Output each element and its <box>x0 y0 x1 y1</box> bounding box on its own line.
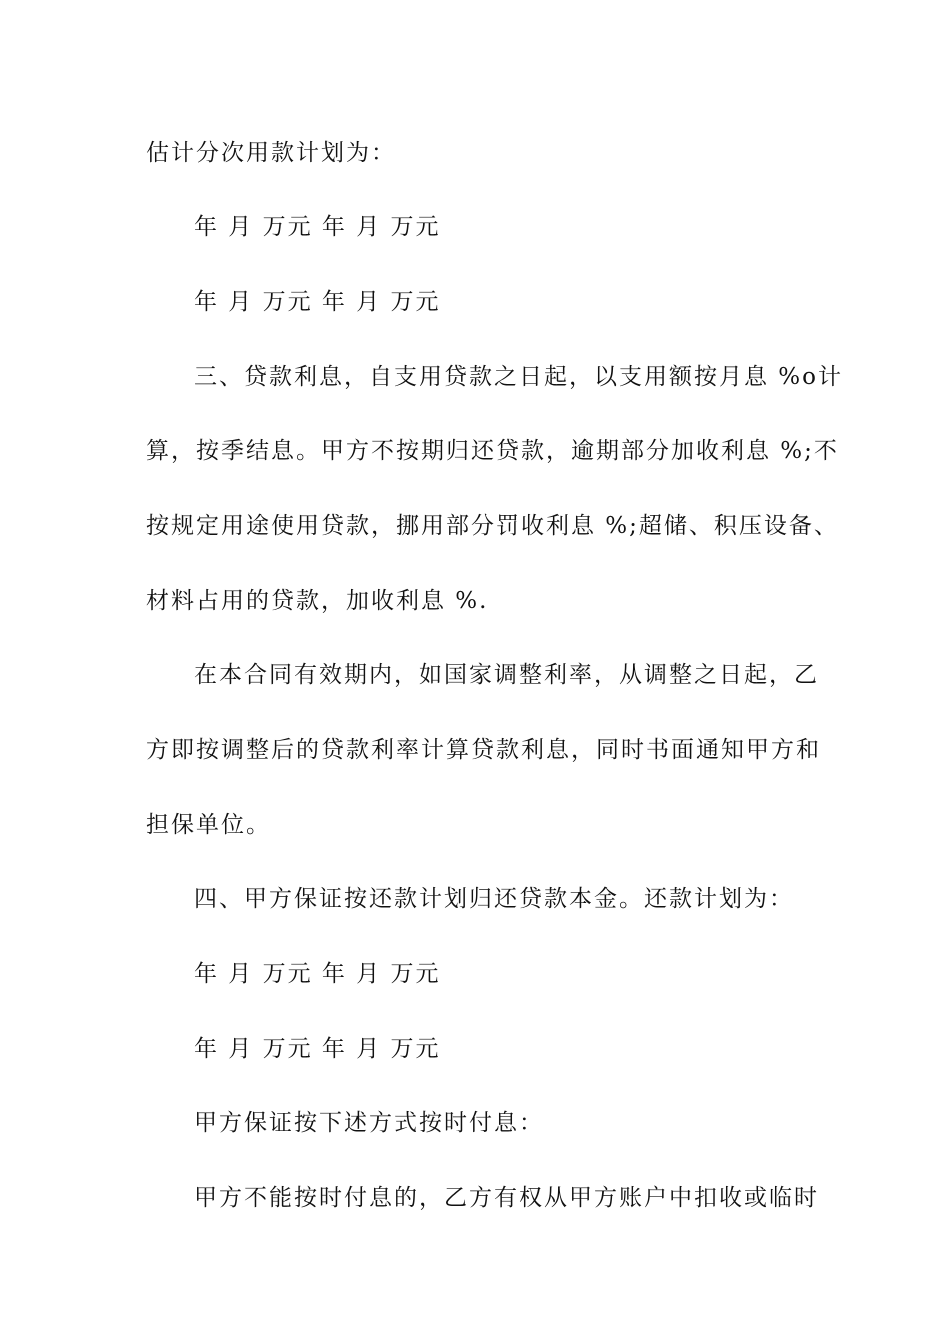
text-line-payment-method: 甲方保证按下述方式按时付息： <box>194 1110 544 1136</box>
text-line-rate-adjust-1: 在本合同有效期内，如国家调整利率，从调整之日起，乙 <box>194 662 819 688</box>
text-line-default-clause: 甲方不能按时付息的，乙方有权从甲方账户中扣收或临时 <box>194 1185 819 1211</box>
text-line-plan-intro: 估计分次用款计划为： <box>146 140 396 166</box>
text-line-repayment-row-1: 年 月 万元 年 月 万元 <box>194 961 441 987</box>
text-line-interest-1: 三、贷款利息，自支用贷款之日起，以支用额按月息 %o计 <box>194 364 844 390</box>
text-line-plan-row-1: 年 月 万元 年 月 万元 <box>194 214 441 240</box>
text-line-repayment-intro: 四、甲方保证按还款计划归还贷款本金。还款计划为： <box>194 886 794 912</box>
text-line-repayment-row-2: 年 月 万元 年 月 万元 <box>194 1036 441 1062</box>
text-line-rate-adjust-3: 担保单位。 <box>146 812 271 838</box>
text-line-interest-2: 算，按季结息。甲方不按期归还贷款，逾期部分加收利息 %;不 <box>146 438 839 464</box>
text-line-interest-4: 材料占用的贷款，加收利息 %. <box>146 588 489 614</box>
text-line-rate-adjust-2: 方即按调整后的贷款利率计算贷款利息，同时书面通知甲方和 <box>146 737 821 763</box>
text-line-plan-row-2: 年 月 万元 年 月 万元 <box>194 289 441 315</box>
text-line-interest-3: 按规定用途使用贷款，挪用部分罚收利息 %;超储、积压设备、 <box>146 513 839 539</box>
